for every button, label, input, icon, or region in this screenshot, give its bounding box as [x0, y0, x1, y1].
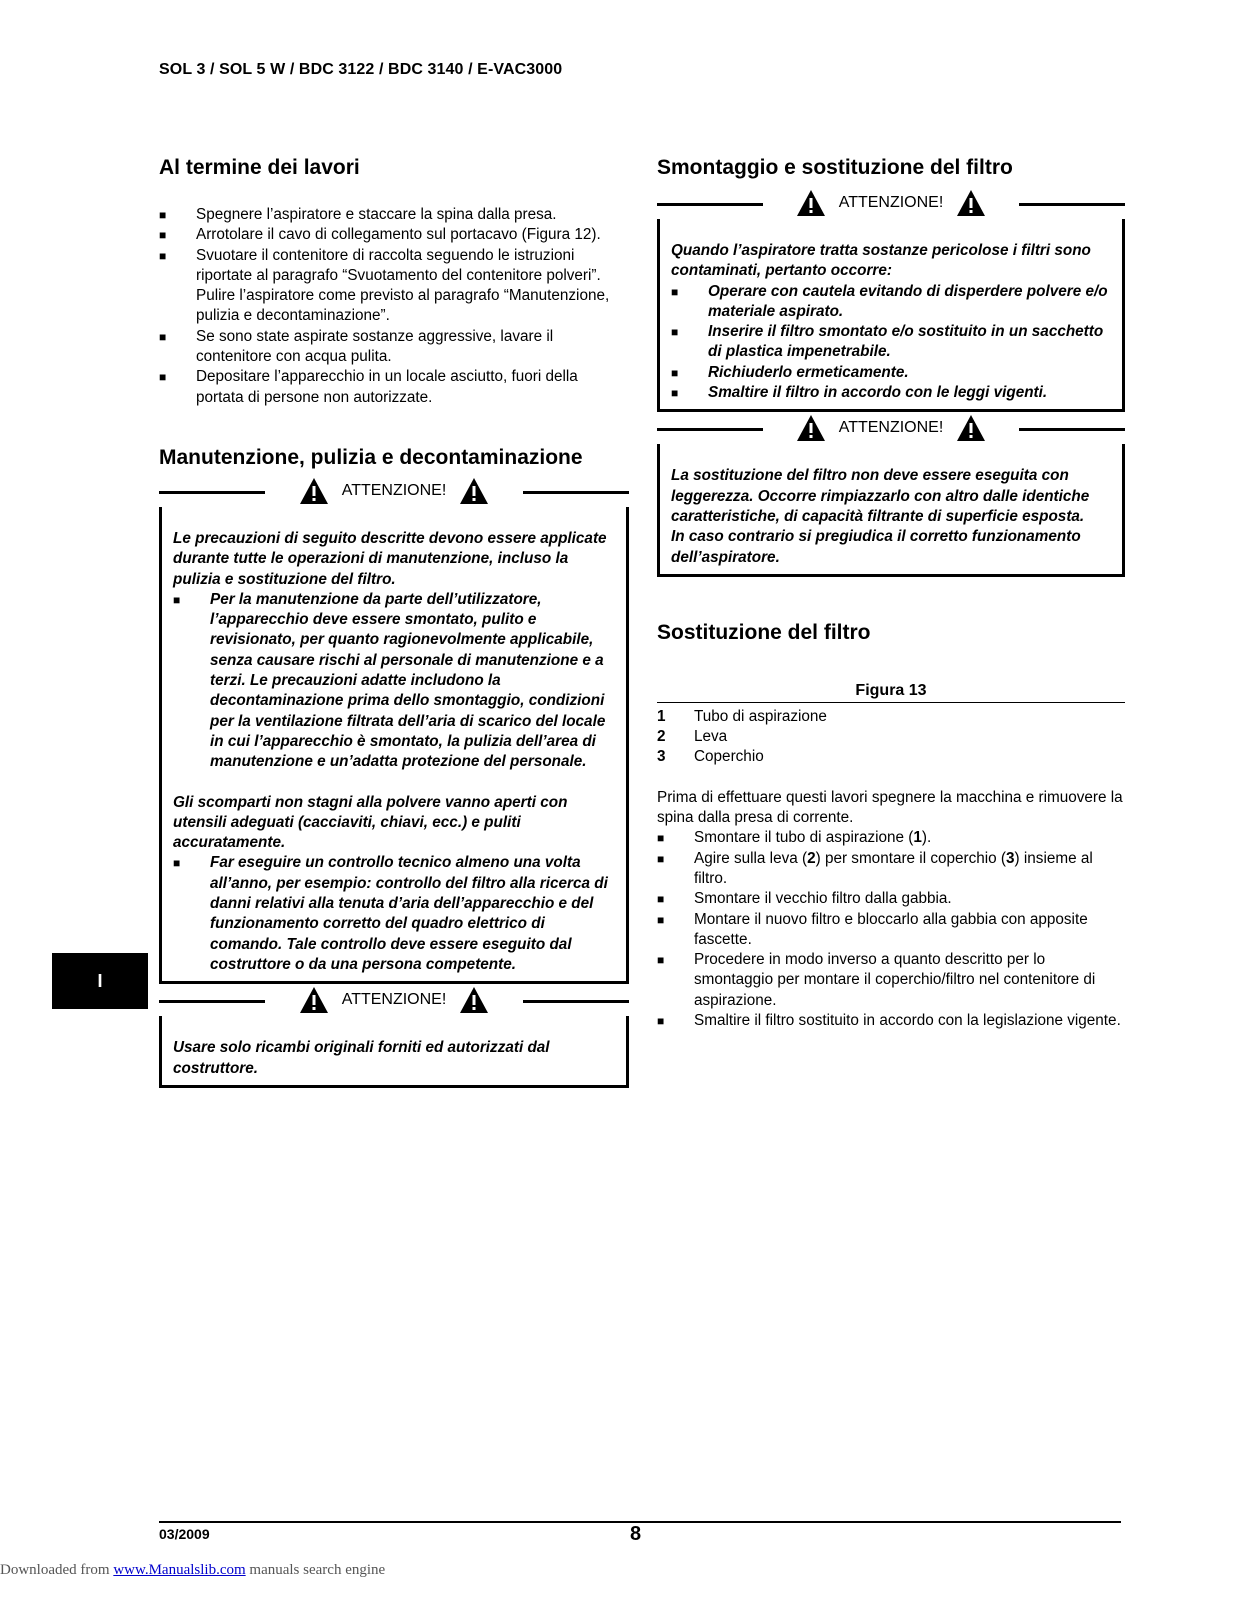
warning-text — [173, 517, 616, 975]
warning-box — [657, 194, 1125, 412]
warning-triangle-icon — [459, 986, 489, 1014]
warning-text — [173, 1026, 616, 1079]
warning-triangle-icon — [796, 414, 826, 442]
legend-item: 2 Leva — [657, 728, 728, 746]
list-item: ■ Smontare il tubo di aspirazione (1). — [657, 828, 1125, 848]
section-heading-end-of-work: Al termine dei lavori — [159, 156, 360, 179]
list-item: ■ Smaltire il filtro in accordo con le leggi vigenti. — [671, 383, 1112, 403]
warning-list — [671, 282, 1112, 404]
bullet-icon: ■ — [159, 228, 167, 243]
warning-text — [671, 454, 1112, 567]
bullet-icon: ■ — [657, 912, 665, 927]
warning-box — [159, 991, 629, 1088]
warning-list — [173, 590, 616, 773]
list-item: ■ Arrotolare il cavo di collegamento sul portacavo (Figura 12). — [159, 225, 629, 245]
footer-date: 03/2009 — [159, 1526, 210, 1542]
bullet-icon: ■ — [159, 329, 167, 344]
section-heading-disassembly: Smontaggio e sostituzione del filtro — [657, 156, 1013, 179]
bullet-icon: ■ — [159, 248, 167, 263]
warning-paragraph: La sostituzione del filtro non deve essere eseguita con leggerezza. Occorre rimpiazzarlo con altro dalle identiche caratteristiche, di capacità filtrante di superficie esposta. — [671, 467, 1090, 525]
list-item: ■ Se sono state aspirate sostanze aggressive, lavare il contenitore con acqua pulita. — [159, 327, 554, 366]
legend-item: 3 Coperchio — [657, 748, 764, 766]
language-side-tab: I — [52, 953, 148, 1009]
bullet-icon: ■ — [657, 831, 665, 846]
warning-header — [660, 194, 1122, 235]
warning-triangle-icon — [796, 189, 826, 217]
bullet-icon: ■ — [173, 856, 181, 871]
page-number: 8 — [630, 1523, 642, 1545]
warning-text — [671, 229, 1112, 403]
warning-list — [173, 853, 616, 975]
list-item: ■ Smontare il vecchio filtro dalla gabbia. — [657, 889, 1125, 909]
warning-header — [162, 481, 626, 523]
warning-triangle-icon — [956, 189, 986, 217]
warning-triangle-icon — [459, 477, 489, 505]
list-item: ■ Smaltire il filtro sostituito in accordo con la legislazione vigente. — [657, 1011, 1125, 1031]
list-item: ■ Svuotare il contenitore di raccolta seguendo le istruzioni riportate al paragrafo “Svuotamento del contenitore polveri”. Pulire l’aspiratore come previsto al paragrafo “Manutenzione, pulizia e decontaminazione”. — [159, 246, 610, 325]
figure-caption: Figura 13 — [657, 682, 1125, 703]
bullet-icon: ■ — [173, 592, 181, 607]
list-item: ■ Per la manutenzione da parte dell’utilizzatore, l’apparecchio deve essere smontato, pulito e revisionato, per quanto ragionevolmente applicabile, senza causare rischi al personale di manutenzione e a terzi. Le precauzioni adatte includono la decontaminazione prima dello smontaggio, condizioni per la ventilazione filtrata dell’aria di scarico del locale in cui l’apparecchio è smontato, la pulizia dell’area di manutenzione e un’adatta protezione del personale. — [173, 590, 606, 771]
warning-triangle-icon — [956, 414, 986, 442]
list-item: ■ Spegnere l’aspiratore e staccare la spina dalla presa. — [159, 205, 629, 225]
bullet-icon: ■ — [657, 953, 665, 968]
warning-intro: Le precauzioni di seguito descritte devono essere applicate durante tutte le operazioni di manutenzione, incluso la pulizia e sostituzione del filtro. — [173, 529, 607, 588]
document-header-title: SOL 3 / SOL 5 W / BDC 3122 / BDC 3140 / E-VAC3000 — [159, 61, 563, 78]
warning-box — [657, 419, 1125, 576]
list-item: ■ Richiuderlo ermeticamente. — [671, 363, 1112, 383]
bullet-icon: ■ — [657, 851, 665, 866]
replacement-steps — [657, 828, 1125, 1031]
list-item: ■ Far eseguire un controllo tecnico almeno una volta all’anno, per esempio: controllo del filtro alla ricerca di danni relativi alla tenuta d’aria dell’apparecchio e del funzionamento corretto del quadro elettrico di comando. Tale controllo deve essere eseguito dal costruttore o da una persona competente. — [173, 854, 608, 973]
right-column — [657, 155, 1125, 1031]
list-item: ■ Agire sulla leva (2) per smontare il coperchio (3) insieme al filtro. — [657, 849, 1093, 887]
left-column — [159, 155, 629, 1088]
section-heading-replacement: Sostituzione del filtro — [657, 620, 871, 644]
bullet-icon: ■ — [671, 386, 679, 401]
section-heading-maintenance: Manutenzione, pulizia e decontaminazione — [159, 445, 583, 469]
replacement-intro: Prima di effettuare questi lavori spegnere la macchina e rimuovere la spina dalla presa di corrente. — [657, 788, 1123, 827]
figure-legend — [657, 707, 1125, 768]
warning-triangle-icon — [299, 477, 329, 505]
warning-label: ATTENZIONE! — [341, 481, 447, 499]
warning-label: ATTENZIONE! — [838, 419, 944, 437]
list-item: ■ Montare il nuovo filtro e bloccarlo alla gabbia con apposite fascette. — [657, 910, 1088, 948]
list-item: ■ Inserire il filtro smontato e/o sostituito in un sacchetto di plastica impenetrabile. — [671, 323, 1104, 361]
warning-paragraph: Gli scomparti non stagni alla polvere vanno aperti con utensili adeguati (cacciaviti, chiavi, ecc.) e puliti accuratamente. — [173, 793, 568, 852]
bullet-icon: ■ — [657, 892, 665, 907]
manualslib-link[interactable]: www.Manualslib.com — [113, 1562, 246, 1578]
warning-intro: Quando l’aspiratore tratta sostanze pericolose i filtri sono contaminati, pertanto occorre: — [671, 242, 1091, 280]
warning-paragraph: In caso contrario si pregiudica il corretto funzionamento dell’aspiratore. — [671, 528, 1081, 566]
bullet-icon: ■ — [671, 365, 679, 380]
legend-item: 1 Tubo di aspirazione — [657, 707, 827, 725]
warning-box — [159, 481, 629, 984]
bullet-icon: ■ — [159, 208, 167, 222]
end-of-work-list — [159, 205, 629, 408]
bullet-icon: ■ — [671, 325, 679, 340]
bullet-icon: ■ — [657, 1014, 665, 1029]
bullet-icon: ■ — [671, 284, 679, 299]
warning-paragraph: Usare solo ricambi originali forniti ed autorizzati dal costruttore. — [173, 1039, 550, 1077]
warning-header — [162, 991, 626, 1032]
warning-header — [660, 419, 1122, 460]
warning-triangle-icon — [299, 986, 329, 1014]
list-item: ■ Depositare l’apparecchio in un locale asciutto, fuori della portata di persone non autorizzate. — [159, 368, 578, 406]
warning-label: ATTENZIONE! — [341, 991, 447, 1009]
warning-label: ATTENZIONE! — [838, 194, 944, 211]
bullet-icon: ■ — [159, 370, 167, 385]
list-item: ■ Procedere in modo inverso a quanto descritto per lo smontaggio per montare il coperchio/filtro nel contenitore di aspirazione. — [657, 951, 1096, 1009]
list-item: ■ Operare con cautela evitando di disperdere polvere e/o materiale aspirato. — [671, 282, 1108, 320]
download-notice: Downloaded from www.Manualslib.com manuals search engine — [0, 1562, 386, 1578]
